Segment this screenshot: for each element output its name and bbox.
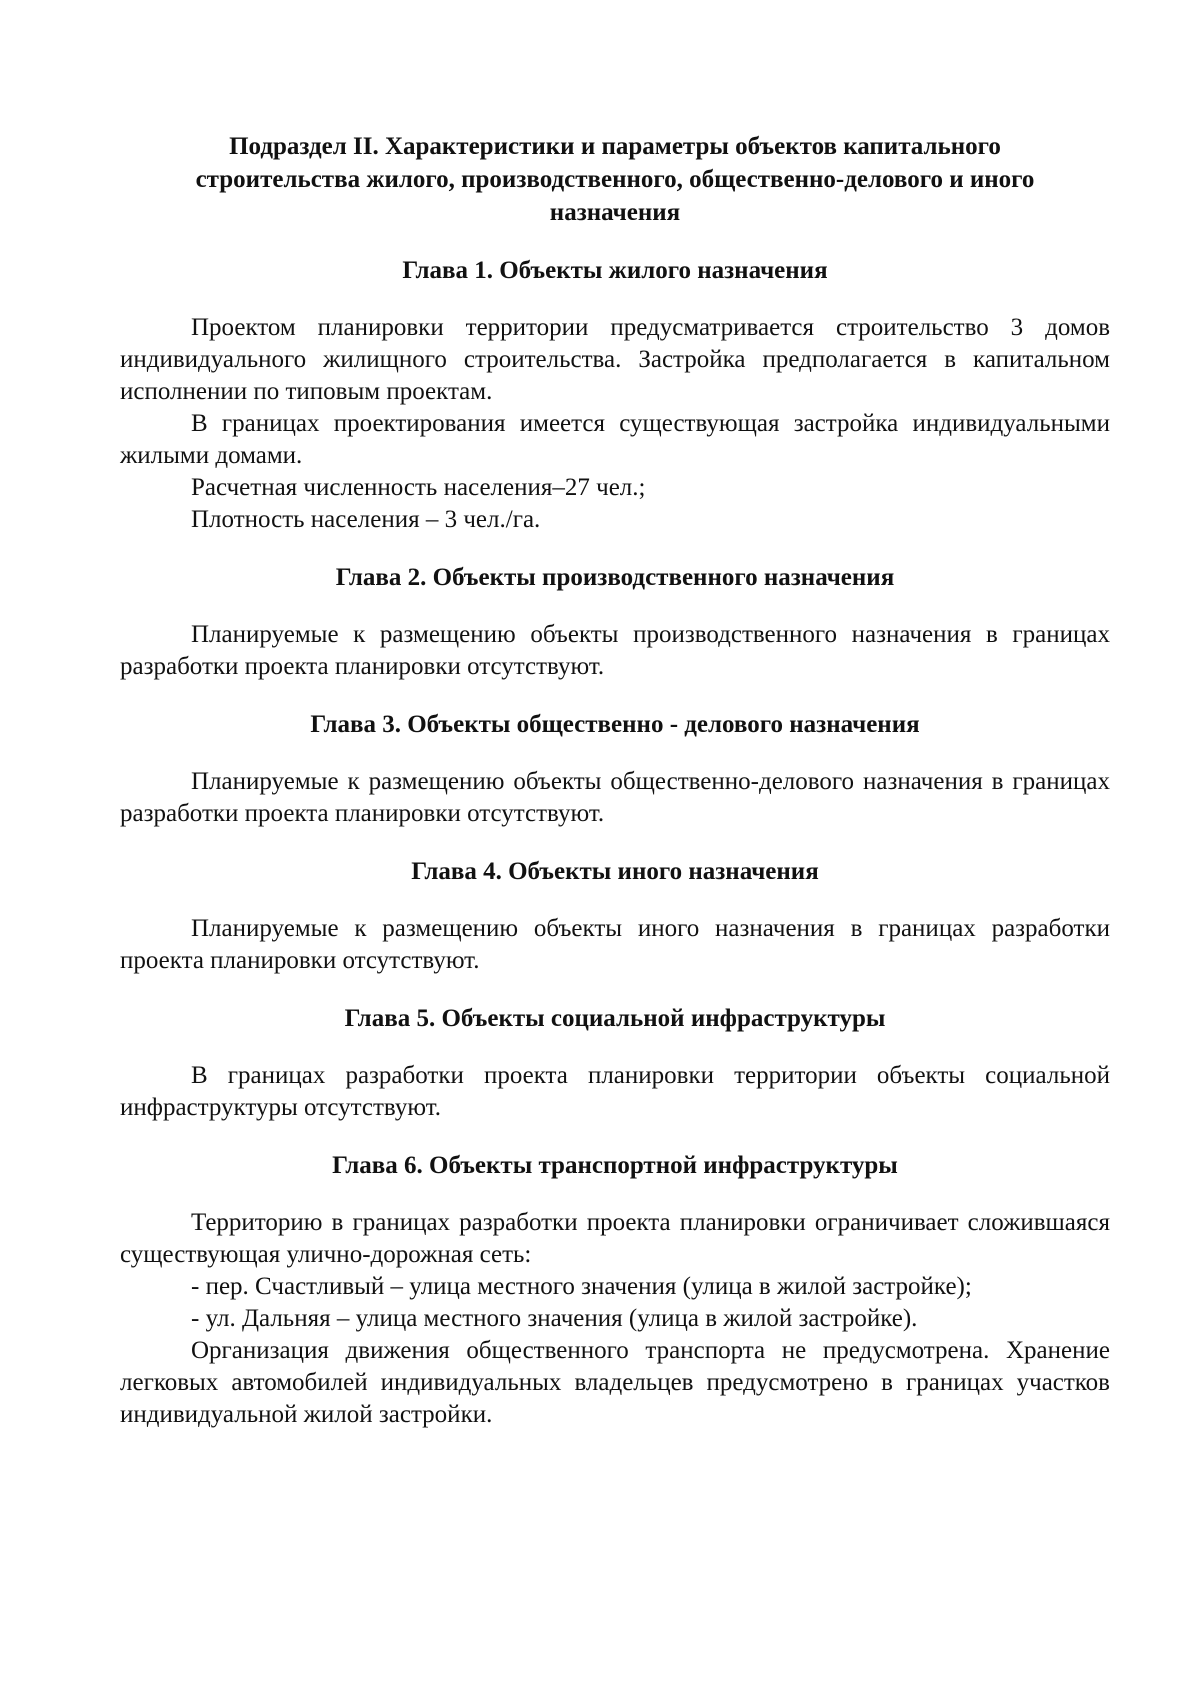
paragraph: Территорию в границах разработки проекта планировки ограничивает сложившаяся существующая улично-дорожная сеть: bbox=[120, 1209, 1110, 1268]
chapter-5 bbox=[120, 1002, 1110, 1124]
chapter-3 bbox=[120, 708, 1110, 830]
chapter-1 bbox=[120, 254, 1110, 536]
chapter-title: Глава 6. Объекты транспортной инфраструктуры bbox=[332, 1152, 898, 1179]
chapter-2 bbox=[120, 561, 1110, 683]
paragraph: Планируемые к размещению объекты общественно-делового назначения в границах разработки проекта планировки отсутствуют. bbox=[120, 768, 1110, 827]
paragraph: В границах проектирования имеется существующая застройка индивидуальными жилыми домами. bbox=[120, 410, 1110, 469]
paragraph: Проектом планировки территории предусматривается строительство 3 домов индивидуального жилищного строительства. Застройка предполагается в капитальном исполнении по типовым проектам. bbox=[120, 314, 1110, 405]
chapter-6 bbox=[120, 1149, 1110, 1431]
list-item: - пер. Счастливый – улица местного значения (улица в жилой застройке); bbox=[191, 1273, 972, 1300]
paragraph: Организация движения общественного транспорта не предусмотрена. Хранение легковых автомобилей индивидуальных владельцев предусмотрено в границах участков индивидуальной жилой застройки. bbox=[120, 1337, 1110, 1428]
paragraph: Планируемые к размещению объекты производственного назначения в границах разработки проекта планировки отсутствуют. bbox=[120, 621, 1110, 680]
chapter-title: Глава 5. Объекты социальной инфраструктуры bbox=[344, 1005, 886, 1032]
chapter-title: Глава 2. Объекты производственного назначения bbox=[335, 564, 895, 591]
paragraph: Расчетная численность населения–27 чел.; bbox=[191, 474, 646, 501]
chapter-title: Глава 1. Объекты жилого назначения bbox=[402, 257, 828, 284]
page-title: Подраздел II. Характеристики и параметры объектов капитального строительства жилого, производственного, общественно-делового и иного назначения bbox=[195, 133, 1035, 226]
chapter-title: Глава 3. Объекты общественно - делового назначения bbox=[310, 711, 920, 738]
chapter-4 bbox=[120, 855, 1110, 977]
list-item: - ул. Дальняя – улица местного значения (улица в жилой застройке). bbox=[191, 1305, 918, 1332]
chapter-title: Глава 4. Объекты иного назначения bbox=[411, 858, 819, 885]
paragraph: Плотность населения – 3 чел./га. bbox=[191, 506, 541, 533]
paragraph: Планируемые к размещению объекты иного назначения в границах разработки проекта планировки отсутствуют. bbox=[120, 915, 1110, 974]
paragraph: В границах разработки проекта планировки территории объекты социальной инфраструктуры отсутствуют. bbox=[120, 1062, 1110, 1121]
